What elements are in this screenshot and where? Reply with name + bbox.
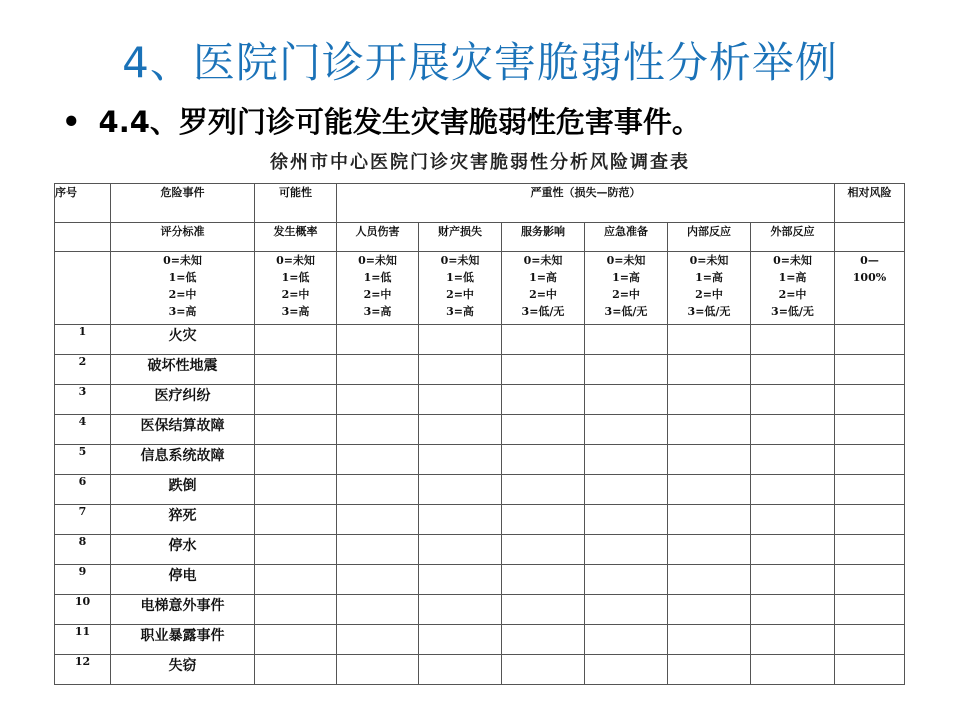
score-cell[interactable] [337, 415, 419, 445]
header-severity: 严重性（损失—防范） [337, 184, 835, 223]
score-cell[interactable] [835, 655, 905, 685]
score-cell[interactable] [502, 565, 585, 595]
table-row [55, 625, 905, 655]
score-cell[interactable] [419, 415, 502, 445]
row-number: 7 [55, 505, 111, 535]
score-cell[interactable] [585, 475, 668, 505]
criteria-c2: 0=未知 1=低 2=中 3=高 [255, 252, 337, 325]
row-event: 猝死 [111, 505, 255, 535]
score-cell[interactable] [255, 325, 337, 355]
score-cell[interactable] [751, 385, 835, 415]
row-event: 医疗纠纷 [111, 385, 255, 415]
header2-property-loss: 财产损失 [419, 223, 502, 252]
bullet-point [62, 100, 701, 141]
row-number: 6 [55, 475, 111, 505]
score-cell[interactable] [255, 475, 337, 505]
score-cell[interactable] [751, 505, 835, 535]
score-cell[interactable] [835, 355, 905, 385]
score-cell[interactable] [668, 595, 751, 625]
row-event: 电梯意外事件 [111, 595, 255, 625]
score-cell[interactable] [668, 655, 751, 685]
score-cell[interactable] [255, 595, 337, 625]
header-row-2 [55, 223, 905, 252]
score-cell[interactable] [751, 625, 835, 655]
table-title: 徐州市中心医院门诊灾害脆弱性分析风险调查表 [270, 152, 690, 173]
score-cell[interactable] [835, 505, 905, 535]
score-cell[interactable] [419, 655, 502, 685]
row-event: 跌倒 [111, 475, 255, 505]
score-cell[interactable] [337, 565, 419, 595]
row-event: 停水 [111, 535, 255, 565]
score-cell[interactable] [585, 415, 668, 445]
score-cell[interactable] [502, 325, 585, 355]
header2-criteria: 评分标准 [111, 223, 255, 252]
score-cell[interactable] [585, 505, 668, 535]
score-cell[interactable] [502, 415, 585, 445]
score-cell[interactable] [337, 625, 419, 655]
row-number: 2 [55, 355, 111, 385]
score-cell[interactable] [668, 355, 751, 385]
header2-service-impact: 服务影响 [502, 223, 585, 252]
score-cell[interactable] [751, 445, 835, 475]
score-cell[interactable] [255, 535, 337, 565]
score-cell[interactable] [668, 475, 751, 505]
score-cell[interactable] [502, 655, 585, 685]
score-cell[interactable] [419, 505, 502, 535]
score-cell[interactable] [668, 565, 751, 595]
score-cell[interactable] [255, 445, 337, 475]
row-number: 10 [55, 595, 111, 625]
row-number: 5 [55, 445, 111, 475]
table-row [55, 505, 905, 535]
score-cell[interactable] [835, 565, 905, 595]
table-body [55, 325, 905, 685]
criteria-c6: 0=未知 1=高 2=中 3=低/无 [585, 252, 668, 325]
criteria-row [55, 252, 905, 325]
header2-blank-right [835, 223, 905, 252]
score-cell[interactable] [835, 595, 905, 625]
score-cell[interactable] [585, 595, 668, 625]
score-cell[interactable] [751, 595, 835, 625]
criteria-c8: 0=未知 1=高 2=中 3=低/无 [751, 252, 835, 325]
score-cell[interactable] [337, 355, 419, 385]
score-cell[interactable] [337, 505, 419, 535]
score-cell[interactable] [337, 475, 419, 505]
score-cell[interactable] [585, 535, 668, 565]
bullet-text: 4.4、罗列门诊可能发生灾害脆弱性危害事件。 [98, 105, 701, 139]
score-cell[interactable] [668, 415, 751, 445]
header2-personnel-injury: 人员伤害 [337, 223, 419, 252]
score-cell[interactable] [255, 415, 337, 445]
criteria-blank [55, 252, 111, 325]
score-cell[interactable] [419, 445, 502, 475]
score-cell[interactable] [337, 445, 419, 475]
score-cell[interactable] [255, 625, 337, 655]
score-cell[interactable] [255, 505, 337, 535]
score-cell[interactable] [502, 445, 585, 475]
table-row [55, 565, 905, 595]
row-event: 信息系统故障 [111, 445, 255, 475]
row-number: 1 [55, 325, 111, 355]
score-cell[interactable] [337, 535, 419, 565]
score-cell[interactable] [751, 325, 835, 355]
score-cell[interactable] [585, 385, 668, 415]
table-row [55, 475, 905, 505]
table-row [55, 595, 905, 625]
row-number: 8 [55, 535, 111, 565]
criteria-c4: 0=未知 1=低 2=中 3=高 [419, 252, 502, 325]
row-number: 12 [55, 655, 111, 685]
table-row [55, 655, 905, 685]
score-cell[interactable] [419, 625, 502, 655]
score-cell[interactable] [668, 505, 751, 535]
score-cell[interactable] [835, 475, 905, 505]
score-cell[interactable] [835, 625, 905, 655]
criteria-c1: 0=未知 1=低 2=中 3=高 [111, 252, 255, 325]
score-cell[interactable] [502, 385, 585, 415]
score-cell[interactable] [835, 445, 905, 475]
score-cell[interactable] [502, 505, 585, 535]
score-cell[interactable] [419, 565, 502, 595]
table-row [55, 325, 905, 355]
score-cell[interactable] [751, 415, 835, 445]
score-cell[interactable] [668, 625, 751, 655]
score-cell[interactable] [751, 355, 835, 385]
header-probability: 可能性 [255, 184, 337, 223]
score-cell[interactable] [502, 595, 585, 625]
bullet-icon: • [62, 105, 81, 139]
table-row [55, 535, 905, 565]
score-cell[interactable] [585, 565, 668, 595]
criteria-c3: 0=未知 1=低 2=中 3=高 [337, 252, 419, 325]
score-cell[interactable] [585, 625, 668, 655]
row-event: 职业暴露事件 [111, 625, 255, 655]
score-cell[interactable] [585, 445, 668, 475]
criteria-c5: 0=未知 1=高 2=中 3=低/无 [502, 252, 585, 325]
header-relative-risk: 相对风险 [835, 184, 905, 223]
header2-emergency-prep: 应急准备 [585, 223, 668, 252]
score-cell[interactable] [419, 355, 502, 385]
row-number: 11 [55, 625, 111, 655]
score-cell[interactable] [419, 325, 502, 355]
score-cell[interactable] [668, 325, 751, 355]
score-cell[interactable] [255, 565, 337, 595]
header2-external-response: 外部反应 [751, 223, 835, 252]
row-number: 4 [55, 415, 111, 445]
score-cell[interactable] [835, 325, 905, 355]
header2-blank [55, 223, 111, 252]
score-cell[interactable] [255, 385, 337, 415]
table-row [55, 415, 905, 445]
row-event: 停电 [111, 565, 255, 595]
score-cell[interactable] [502, 355, 585, 385]
header-row-1 [55, 184, 905, 223]
score-cell[interactable] [668, 385, 751, 415]
row-event: 医保结算故障 [111, 415, 255, 445]
score-cell[interactable] [751, 565, 835, 595]
score-cell[interactable] [585, 355, 668, 385]
criteria-c7: 0=未知 1=高 2=中 3=低/无 [668, 252, 751, 325]
score-cell[interactable] [835, 535, 905, 565]
score-cell[interactable] [419, 595, 502, 625]
risk-survey-table [54, 183, 905, 685]
table-row [55, 385, 905, 415]
row-event: 失窃 [111, 655, 255, 685]
score-cell[interactable] [502, 625, 585, 655]
score-cell[interactable] [337, 655, 419, 685]
score-cell[interactable] [585, 325, 668, 355]
score-cell[interactable] [337, 385, 419, 415]
score-cell[interactable] [419, 535, 502, 565]
table-row [55, 445, 905, 475]
row-event: 破坏性地震 [111, 355, 255, 385]
score-cell[interactable] [419, 385, 502, 415]
header2-occurrence: 发生概率 [255, 223, 337, 252]
score-cell[interactable] [835, 385, 905, 415]
score-cell[interactable] [502, 535, 585, 565]
score-cell[interactable] [337, 595, 419, 625]
row-number: 3 [55, 385, 111, 415]
table-row [55, 355, 905, 385]
header-event: 危险事件 [111, 184, 255, 223]
score-cell[interactable] [502, 475, 585, 505]
score-cell[interactable] [751, 475, 835, 505]
row-event: 火灾 [111, 325, 255, 355]
score-cell[interactable] [255, 355, 337, 385]
score-cell[interactable] [419, 475, 502, 505]
header-seq: 序号 [55, 184, 111, 223]
score-cell[interactable] [668, 445, 751, 475]
score-cell[interactable] [337, 325, 419, 355]
score-cell[interactable] [585, 655, 668, 685]
slide-title: 4、医院门诊开展灾害脆弱性分析举例 [122, 38, 838, 87]
score-cell[interactable] [255, 655, 337, 685]
header2-internal-response: 内部反应 [668, 223, 751, 252]
criteria-risk: 0— 100% [835, 252, 905, 325]
score-cell[interactable] [751, 535, 835, 565]
row-number: 9 [55, 565, 111, 595]
score-cell[interactable] [668, 535, 751, 565]
score-cell[interactable] [751, 655, 835, 685]
score-cell[interactable] [835, 415, 905, 445]
